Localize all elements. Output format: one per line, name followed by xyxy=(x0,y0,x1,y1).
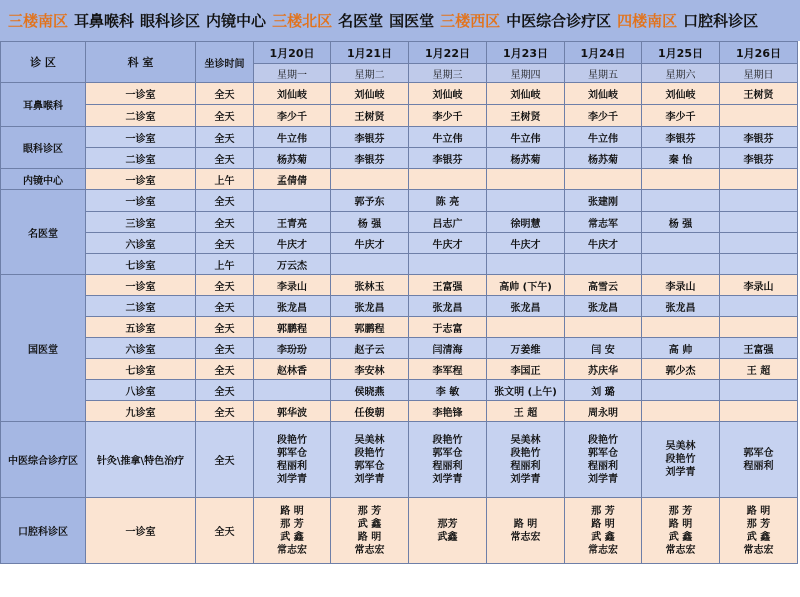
doctor-cell xyxy=(642,190,720,212)
doctor-cell: 赵子云 xyxy=(331,338,409,359)
doctor-cell xyxy=(720,169,798,190)
doctor-name: 武 鑫 xyxy=(746,531,771,543)
department-cell: 眼科诊区 xyxy=(1,127,86,169)
doctor-cell: 李银芬 xyxy=(720,127,798,148)
doctor-cell xyxy=(487,254,565,275)
schedule-row xyxy=(1,296,798,317)
doctor-name: 路 明 xyxy=(746,505,771,517)
doctor-name: 武鑫 xyxy=(437,531,458,543)
header-date: 1月25日 xyxy=(642,42,720,64)
doctor-list xyxy=(565,434,641,486)
time-cell: 全天 xyxy=(196,338,254,359)
schedule-row xyxy=(1,148,798,169)
time-cell: 全天 xyxy=(196,275,254,296)
room-cell: 二诊室 xyxy=(86,105,196,127)
doctor-cell: 李艳锋 xyxy=(409,401,487,422)
room-cell: 五诊室 xyxy=(86,317,196,338)
doctor-name: 常志宏 xyxy=(354,544,385,556)
doctor-name: 路 明 xyxy=(357,531,382,543)
doctor-name: 路 明 xyxy=(280,505,304,517)
doctor-cell: 高帅 (下午) xyxy=(487,275,565,296)
room-cell: 一诊室 xyxy=(86,127,196,148)
doctor-cell: 李 敏 xyxy=(409,380,487,401)
doctor-cell: 陈 亮 xyxy=(409,190,487,212)
doctor-cell: 李银芬 xyxy=(331,148,409,169)
header-weekday: 星期二 xyxy=(331,64,409,83)
doctor-list xyxy=(331,505,408,557)
doctor-name: 那 芳 xyxy=(280,518,304,530)
doctor-cell: 王树贤 xyxy=(720,83,798,105)
doctor-cell xyxy=(720,105,798,127)
zone-label: 耳鼻喉科 xyxy=(74,12,135,30)
doctor-cell: 牛庆才 xyxy=(254,233,331,254)
doctor-name: 那芳 xyxy=(437,518,458,530)
doctor-name: 那 芳 xyxy=(746,518,771,530)
doctor-name: 程丽利 xyxy=(510,460,541,472)
time-cell: 全天 xyxy=(196,401,254,422)
header-weekday: 星期日 xyxy=(720,64,798,83)
doctor-cell: 高 帅 xyxy=(642,338,720,359)
doctor-cell xyxy=(409,422,487,498)
header-area: 诊 区 xyxy=(1,42,86,83)
doctor-cell: 李少千 xyxy=(565,105,642,127)
doctor-name: 刘学青 xyxy=(588,473,618,485)
doctor-cell: 牛庆才 xyxy=(565,233,642,254)
doctor-cell: 张龙昌 xyxy=(409,296,487,317)
doctor-cell: 杨 强 xyxy=(642,212,720,233)
doctor-cell: 秦 怡 xyxy=(642,148,720,169)
room-cell: 六诊室 xyxy=(86,338,196,359)
doctor-name: 程丽利 xyxy=(432,460,463,472)
department-cell: 内镜中心 xyxy=(1,169,86,190)
room-cell: 九诊室 xyxy=(86,401,196,422)
doctor-name: 郭军仓 xyxy=(354,460,385,472)
doctor-cell: 刘仙岐 xyxy=(409,83,487,105)
doctor-cell: 李银芬 xyxy=(642,127,720,148)
doctor-cell xyxy=(487,190,565,212)
schedule-row xyxy=(1,359,798,380)
doctor-cell xyxy=(331,422,409,498)
doctor-name: 段艳竹 xyxy=(354,447,385,459)
time-cell: 全天 xyxy=(196,422,254,498)
doctor-cell: 于志富 xyxy=(409,317,487,338)
zone-label: 口腔科诊区 xyxy=(683,12,759,30)
room-cell: 一诊室 xyxy=(86,498,196,564)
doctor-cell: 李军程 xyxy=(409,359,487,380)
doctor-cell: 王富强 xyxy=(720,338,798,359)
doctor-cell: 张文明 (上午) xyxy=(487,380,565,401)
doctor-cell xyxy=(642,401,720,422)
time-cell: 全天 xyxy=(196,83,254,105)
doctor-name: 武 鑫 xyxy=(280,531,304,543)
doctor-cell: 李录山 xyxy=(720,275,798,296)
doctor-cell xyxy=(409,498,487,564)
doctor-name: 段艳竹 xyxy=(665,454,696,465)
doctor-cell xyxy=(409,169,487,190)
schedule-row xyxy=(1,254,798,275)
doctor-cell: 牛立伟 xyxy=(487,127,565,148)
doctor-cell: 万云杰 xyxy=(254,254,331,275)
schedule-row xyxy=(1,498,798,564)
doctor-cell: 郭华波 xyxy=(254,401,331,422)
doctor-cell xyxy=(409,254,487,275)
doctor-cell: 刘仙岐 xyxy=(254,83,331,105)
doctor-name: 常志宏 xyxy=(665,544,696,556)
doctor-cell: 李银芬 xyxy=(720,148,798,169)
time-cell: 全天 xyxy=(196,233,254,254)
doctor-name: 刘学青 xyxy=(432,473,463,485)
doctor-cell: 李录山 xyxy=(642,275,720,296)
doctor-cell: 刘仙岐 xyxy=(487,83,565,105)
doctor-cell xyxy=(565,169,642,190)
doctor-cell xyxy=(254,498,331,564)
schedule-row xyxy=(1,380,798,401)
doctor-cell: 牛庆才 xyxy=(331,233,409,254)
doctor-cell: 张龙昌 xyxy=(487,296,565,317)
schedule-row xyxy=(1,169,798,190)
doctor-name: 郭军仓 xyxy=(277,447,307,459)
header-room: 科 室 xyxy=(86,42,196,83)
doctor-cell xyxy=(565,498,642,564)
doctor-name: 武 鑫 xyxy=(591,531,615,543)
doctor-name: 段艳竹 xyxy=(588,434,618,446)
time-cell: 全天 xyxy=(196,317,254,338)
doctor-cell: 李少千 xyxy=(254,105,331,127)
doctor-name: 常志宏 xyxy=(510,531,541,543)
doctor-name: 那 芳 xyxy=(591,505,615,517)
time-cell: 全天 xyxy=(196,296,254,317)
doctor-cell: 周永明 xyxy=(565,401,642,422)
doctor-name: 刘学青 xyxy=(510,473,541,485)
doctor-cell: 李银芬 xyxy=(331,127,409,148)
doctor-cell xyxy=(642,422,720,498)
doctor-cell xyxy=(720,190,798,212)
doctor-cell xyxy=(565,254,642,275)
room-cell: 二诊室 xyxy=(86,296,196,317)
doctor-cell: 郭少杰 xyxy=(642,359,720,380)
doctor-name: 路 明 xyxy=(513,518,538,530)
time-cell: 全天 xyxy=(196,148,254,169)
time-cell: 全天 xyxy=(196,127,254,148)
doctor-cell xyxy=(254,190,331,212)
doctor-list xyxy=(642,440,719,479)
doctor-cell: 牛庆才 xyxy=(487,233,565,254)
doctor-cell xyxy=(565,317,642,338)
doctor-cell xyxy=(720,317,798,338)
doctor-cell: 王树贤 xyxy=(331,105,409,127)
doctor-name: 段艳竹 xyxy=(432,434,463,446)
doctor-cell xyxy=(642,498,720,564)
doctor-cell: 刘 璐 xyxy=(565,380,642,401)
header-date: 1月22日 xyxy=(409,42,487,64)
doctor-cell: 郭鹏程 xyxy=(331,317,409,338)
room-cell: 六诊室 xyxy=(86,233,196,254)
doctor-cell: 刘仙岐 xyxy=(565,83,642,105)
schedule-row xyxy=(1,190,798,212)
doctor-cell: 王树贤 xyxy=(487,105,565,127)
doctor-name: 武 鑫 xyxy=(668,531,693,543)
doctor-cell xyxy=(254,422,331,498)
doctor-cell: 常志军 xyxy=(565,212,642,233)
doctor-cell: 王 超 xyxy=(720,359,798,380)
doctor-cell: 张龙昌 xyxy=(254,296,331,317)
doctor-name: 刘学青 xyxy=(277,473,307,485)
doctor-name: 那 芳 xyxy=(668,505,693,517)
header-weekday: 星期五 xyxy=(565,64,642,83)
doctor-cell xyxy=(331,498,409,564)
schedule-row xyxy=(1,127,798,148)
doctor-cell: 王青亮 xyxy=(254,212,331,233)
doctor-cell: 李录山 xyxy=(254,275,331,296)
schedule-row xyxy=(1,212,798,233)
doctor-name: 郭军仓 xyxy=(743,447,774,459)
zone-label: 内镜中心 xyxy=(206,12,267,30)
room-cell: 针灸\推拿\特色治疗 xyxy=(86,422,196,498)
zone-label: 名医堂 xyxy=(338,12,384,30)
doctor-cell: 赵林香 xyxy=(254,359,331,380)
schedule-row xyxy=(1,401,798,422)
doctor-name: 段艳竹 xyxy=(510,447,541,459)
time-cell: 全天 xyxy=(196,380,254,401)
department-cell: 耳鼻喉科 xyxy=(1,83,86,127)
department-cell: 口腔科诊区 xyxy=(1,498,86,564)
header-date: 1月24日 xyxy=(565,42,642,64)
doctor-cell: 王 超 xyxy=(487,401,565,422)
doctor-cell: 杨苏菊 xyxy=(565,148,642,169)
doctor-cell xyxy=(642,380,720,401)
doctor-cell: 刘仙岐 xyxy=(331,83,409,105)
header-date: 1月23日 xyxy=(487,42,565,64)
doctor-cell xyxy=(487,422,565,498)
doctor-name: 程丽利 xyxy=(743,460,774,472)
doctor-cell: 侯晓燕 xyxy=(331,380,409,401)
room-cell: 一诊室 xyxy=(86,275,196,296)
doctor-cell xyxy=(487,169,565,190)
doctor-cell xyxy=(642,233,720,254)
header-weekday: 星期三 xyxy=(409,64,487,83)
doctor-cell: 杨苏菊 xyxy=(254,148,331,169)
zone-label: 国医堂 xyxy=(389,12,435,30)
floor-banner xyxy=(0,0,800,41)
time-cell: 全天 xyxy=(196,212,254,233)
doctor-list xyxy=(409,434,486,486)
time-cell: 全天 xyxy=(196,498,254,564)
doctor-name: 郭军仓 xyxy=(432,447,463,459)
doctor-cell: 万姜维 xyxy=(487,338,565,359)
doctor-cell xyxy=(720,296,798,317)
doctor-cell: 苏庆华 xyxy=(565,359,642,380)
doctor-list xyxy=(409,518,486,544)
doctor-cell: 闫 安 xyxy=(565,338,642,359)
doctor-list xyxy=(254,505,330,557)
doctor-list xyxy=(254,434,330,486)
doctor-name: 路 明 xyxy=(591,518,615,530)
doctor-cell xyxy=(720,233,798,254)
doctor-cell: 闫清海 xyxy=(409,338,487,359)
header-date: 1月21日 xyxy=(331,42,409,64)
doctor-cell: 张龙昌 xyxy=(565,296,642,317)
doctor-cell: 杨 强 xyxy=(331,212,409,233)
room-cell: 八诊室 xyxy=(86,380,196,401)
doctor-cell: 张林玉 xyxy=(331,275,409,296)
doctor-cell xyxy=(487,317,565,338)
doctor-cell: 郭予东 xyxy=(331,190,409,212)
zone-label: 中医综合诊疗区 xyxy=(506,12,612,30)
header-date: 1月20日 xyxy=(254,42,331,64)
doctor-name: 路 明 xyxy=(668,518,693,530)
doctor-cell: 任俊朝 xyxy=(331,401,409,422)
doctor-name: 吴美林 xyxy=(665,441,696,452)
schedule-row xyxy=(1,105,798,127)
schedule-row xyxy=(1,317,798,338)
doctor-cell: 李玢玢 xyxy=(254,338,331,359)
room-cell: 七诊室 xyxy=(86,254,196,275)
doctor-cell: 孟倩倩 xyxy=(254,169,331,190)
doctor-cell: 李安林 xyxy=(331,359,409,380)
doctor-cell xyxy=(565,422,642,498)
header-time: 坐诊时间 xyxy=(196,42,254,83)
doctor-cell: 李少千 xyxy=(409,105,487,127)
doctor-cell xyxy=(642,317,720,338)
room-cell: 一诊室 xyxy=(86,169,196,190)
doctor-cell: 张龙昌 xyxy=(642,296,720,317)
doctor-list xyxy=(487,434,564,486)
doctor-cell: 张龙昌 xyxy=(331,296,409,317)
doctor-name: 程丽利 xyxy=(588,460,618,472)
doctor-name: 常志宏 xyxy=(588,544,618,556)
room-cell: 一诊室 xyxy=(86,83,196,105)
doctor-cell: 徐明慧 xyxy=(487,212,565,233)
doctor-cell: 吕志广 xyxy=(409,212,487,233)
doctor-name: 那 芳 xyxy=(357,505,382,517)
doctor-name: 刘学青 xyxy=(354,473,385,485)
department-cell: 国医堂 xyxy=(1,275,86,422)
doctor-cell: 李国正 xyxy=(487,359,565,380)
doctor-cell: 牛庆才 xyxy=(409,233,487,254)
floor-label: 四楼南区 xyxy=(617,12,678,30)
doctor-list xyxy=(487,518,564,544)
doctor-cell: 王富强 xyxy=(409,275,487,296)
zone-label: 眼科诊区 xyxy=(140,12,201,30)
schedule-row xyxy=(1,422,798,498)
schedule-row xyxy=(1,275,798,296)
doctor-name: 段艳竹 xyxy=(277,434,307,446)
floor-label: 三楼西区 xyxy=(440,12,501,30)
doctor-list xyxy=(642,505,719,557)
doctor-cell: 牛立伟 xyxy=(254,127,331,148)
room-cell: 三诊室 xyxy=(86,212,196,233)
room-cell: 二诊室 xyxy=(86,148,196,169)
doctor-cell: 李少千 xyxy=(642,105,720,127)
doctor-list xyxy=(331,434,408,486)
time-cell: 全天 xyxy=(196,105,254,127)
doctor-name: 常志宏 xyxy=(743,544,774,556)
schedule-row xyxy=(1,233,798,254)
doctor-cell: 郭鹏程 xyxy=(254,317,331,338)
room-cell: 一诊室 xyxy=(86,190,196,212)
doctor-list xyxy=(565,505,641,557)
schedule-row xyxy=(1,338,798,359)
doctor-cell: 牛立伟 xyxy=(409,127,487,148)
room-cell: 七诊室 xyxy=(86,359,196,380)
doctor-name: 郭军仓 xyxy=(588,447,618,459)
doctor-name: 程丽利 xyxy=(277,460,307,472)
floor-label: 三楼南区 xyxy=(8,12,69,30)
doctor-cell xyxy=(331,169,409,190)
time-cell: 全天 xyxy=(196,359,254,380)
doctor-cell xyxy=(331,254,409,275)
schedule-row xyxy=(1,83,798,105)
doctor-cell xyxy=(720,401,798,422)
doctor-name: 刘学青 xyxy=(665,467,696,478)
doctor-cell xyxy=(254,380,331,401)
header-date: 1月26日 xyxy=(720,42,798,64)
department-cell: 中医综合诊疗区 xyxy=(1,422,86,498)
header-weekday: 星期四 xyxy=(487,64,565,83)
doctor-cell xyxy=(720,380,798,401)
header-weekday: 星期六 xyxy=(642,64,720,83)
doctor-cell: 张建刚 xyxy=(565,190,642,212)
doctor-name: 吴美林 xyxy=(510,434,541,446)
doctor-cell xyxy=(720,212,798,233)
department-cell: 名医堂 xyxy=(1,190,86,275)
time-cell: 全天 xyxy=(196,190,254,212)
doctor-cell xyxy=(720,498,798,564)
doctor-cell: 牛立伟 xyxy=(565,127,642,148)
header-weekday: 星期一 xyxy=(254,64,331,83)
doctor-list xyxy=(720,447,797,473)
doctor-cell xyxy=(720,254,798,275)
schedule-table xyxy=(0,41,798,564)
doctor-cell: 刘仙岐 xyxy=(642,83,720,105)
doctor-cell: 高雪云 xyxy=(565,275,642,296)
doctor-cell xyxy=(487,498,565,564)
doctor-name: 吴美林 xyxy=(354,434,385,446)
doctor-name: 武 鑫 xyxy=(357,518,382,530)
doctor-cell: 李银芬 xyxy=(409,148,487,169)
floor-label: 三楼北区 xyxy=(272,12,333,30)
doctor-name: 常志宏 xyxy=(277,544,307,556)
doctor-cell: 杨苏菊 xyxy=(487,148,565,169)
time-cell: 上午 xyxy=(196,169,254,190)
doctor-cell xyxy=(642,254,720,275)
doctor-list xyxy=(720,505,797,557)
time-cell: 上午 xyxy=(196,254,254,275)
doctor-cell xyxy=(720,422,798,498)
doctor-cell xyxy=(642,169,720,190)
